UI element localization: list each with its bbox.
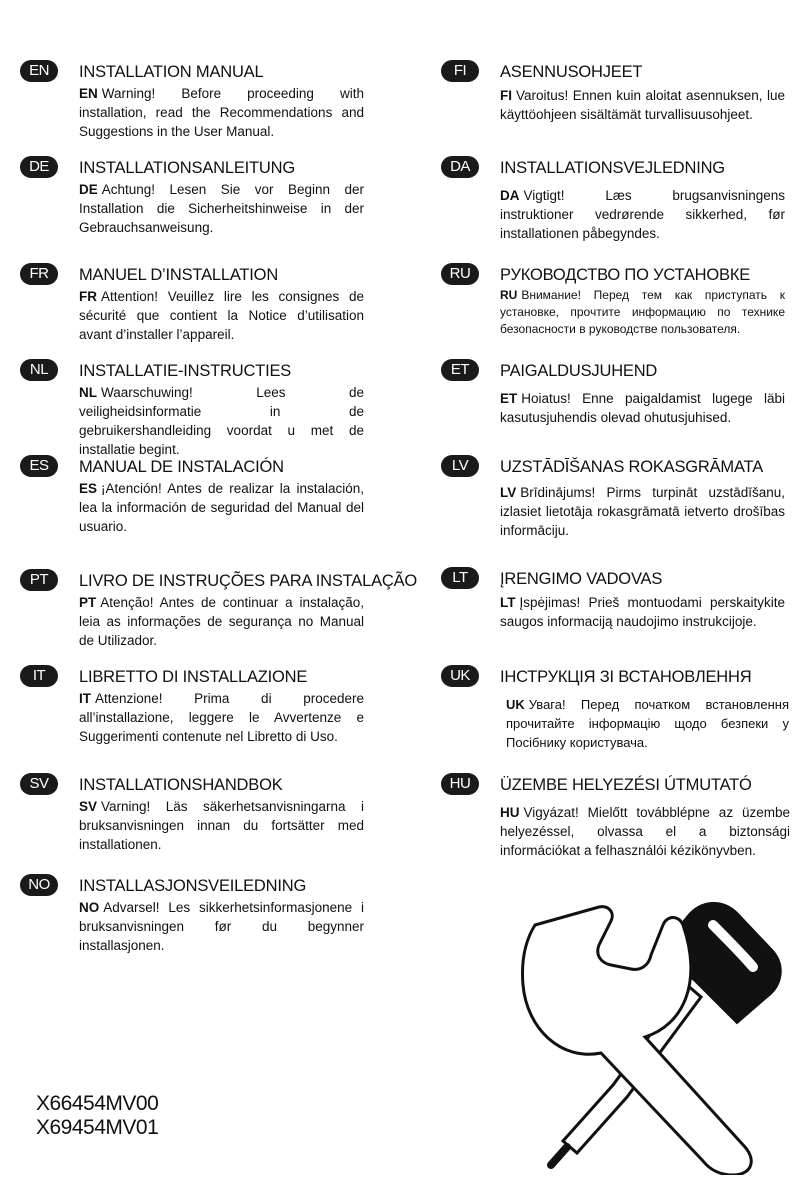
section-title-uk: ІНСТРУКЦІЯ ЗІ ВСТАНОВЛЕННЯ (500, 668, 752, 686)
language-badge-lv: LV (441, 455, 479, 477)
warning-text-sv: Varning! Läs säkerhetsanvisningarna i bruksanvisningen innan du fortsätter med installationen. (79, 799, 364, 852)
section-text-en (79, 84, 364, 141)
language-badge-en: EN (20, 60, 58, 82)
lead-code-es: ES (79, 481, 98, 496)
language-badge-pt: PT (20, 569, 58, 591)
warning-text-fi: Varoitus! Ennen kuin aloitat asennuksen, lue käyttöohjeen sisältämät turvallisuusohjeet. (500, 88, 785, 122)
section-title-de: INSTALLATIONSANLEITUNG (79, 159, 295, 177)
warning-text-es: ¡Atención! Antes de realizar la instalación, lea la información de seguridad del Manual del usuario. (79, 481, 364, 534)
section-title-it: LIBRETTO DI INSTALLAZIONE (79, 668, 308, 686)
section-title-sv: INSTALLATIONSHANDBOK (79, 776, 283, 794)
lead-code-pt: PT (79, 595, 97, 610)
section-text-it (79, 689, 364, 746)
model-numbers (36, 1092, 158, 1140)
language-badge-da: DA (441, 156, 479, 178)
section-text-fi (500, 86, 785, 124)
section-title-nl: INSTALLATIE-INSTRUCTIES (79, 362, 292, 380)
section-title-pt: LIVRO DE INSTRUÇÕES PARA INSTALAÇÃO (79, 572, 418, 590)
language-badge-et: ET (441, 359, 479, 381)
lead-code-sv: SV (79, 799, 98, 814)
warning-text-et: Hoiatus! Enne paigaldamist lugege läbi kasutusjuhendis olevad ohutusjuhised. (500, 391, 785, 425)
section-text-lt (500, 593, 785, 631)
language-badge-hu: HU (441, 773, 479, 795)
wrench-screwdriver-icon (515, 885, 795, 1175)
section-text-ru (500, 287, 785, 338)
section-title-no: INSTALLASJONSVEILEDNING (79, 877, 307, 895)
section-text-et (500, 389, 785, 427)
section-text-lv (500, 483, 785, 540)
section-title-lv: UZSTĀDĪŠANAS ROKASGRĀMATA (500, 458, 764, 476)
language-badge-no: NO (20, 874, 58, 896)
lead-code-fr: FR (79, 289, 97, 304)
section-text-sv (79, 797, 364, 854)
language-badge-uk: UK (441, 665, 479, 687)
warning-text-de: Achtung! Lesen Sie vor Beginn der Installation die Sicherheitshinweise in der Gebrauchsanweisung. (79, 182, 364, 235)
section-title-lt: ĮRENGIMO VADOVAS (500, 570, 663, 588)
lead-code-ru: RU (500, 288, 518, 302)
section-text-uk (506, 695, 789, 752)
lead-code-de: DE (79, 182, 98, 197)
section-title-en: INSTALLATION MANUAL (79, 63, 264, 81)
warning-text-nl: Waarschuwing! Lees de veiligheidsinformatie in de gebruikershandleiding voordat u met de installatie begint. (79, 385, 364, 457)
language-badge-de: DE (20, 156, 58, 178)
language-badge-ru: RU (441, 263, 479, 285)
warning-text-lt: Įspėjimas! Prieš montuodami perskaitykite saugos informaciją naudojimo instrukcijoje. (500, 595, 785, 629)
section-text-hu (500, 803, 790, 860)
section-text-fr (79, 287, 364, 344)
language-badge-nl: NL (20, 359, 58, 381)
section-title-da: INSTALLATIONSVEJLEDNING (500, 159, 725, 177)
lead-code-nl: NL (79, 385, 97, 400)
model-number-1: X66454MV00 (36, 1092, 159, 1115)
lead-code-uk: UK (506, 697, 525, 712)
lead-code-en: EN (79, 86, 98, 101)
section-title-fr: MANUEL D’INSTALLATION (79, 266, 279, 284)
language-badge-lt: LT (441, 567, 479, 589)
warning-text-da: Vigtigt! Læs brugsanvisningens instruktioner vedrørende sikkerhed, før installationen påbegyndes. (500, 188, 785, 241)
warning-text-en: Warning! Before proceeding with installation, read the Recommendations and Suggestions in the User Manual. (79, 86, 364, 139)
lead-code-hu: HU (500, 805, 520, 820)
warning-text-fr: Attention! Veuillez lire les consignes de sécurité que contient la Notice d’utilisation avant d’installer l’appareil. (79, 289, 364, 342)
section-text-no (79, 898, 364, 955)
warning-text-pt: Atenção! Antes de continuar a instalação, leia as informações de segurança no Manual de Utilizador. (79, 595, 364, 648)
language-badge-sv: SV (20, 773, 58, 795)
lead-code-da: DA (500, 188, 520, 203)
warning-text-uk: Увага! Перед початком встановлення прочитайте інформацію щодо безпеки у Посібнику користувача. (506, 697, 789, 750)
section-text-pt (79, 593, 364, 650)
section-title-fi: ASENNUSOHJEET (500, 63, 643, 81)
language-badge-it: IT (20, 665, 58, 687)
language-badge-es: ES (20, 455, 58, 477)
warning-text-hu: Vigyázat! Mielőtt továbblépne az üzembe helyezéssel, olvassa el a biztonsági információkat a felhasználói kézikönyvben. (500, 805, 790, 858)
lead-code-lv: LV (500, 485, 517, 500)
lead-code-no: NO (79, 900, 100, 915)
section-title-es: MANUAL DE INSTALACIÓN (79, 458, 284, 476)
warning-text-it: Attenzione! Prima di procedere all’installazione, leggere le Avvertenze e Suggerimenti contenute nel Libretto di Uso. (79, 691, 364, 744)
section-title-ru: РУКОВОДСТВО ПО УСТАНОВКЕ (500, 266, 751, 284)
section-text-de (79, 180, 364, 237)
section-text-da (500, 186, 785, 243)
warning-text-ru: Внимание! Перед тем как приступать к установке, прочтите информацию по технике безопасности в руководстве пользователя. (500, 288, 785, 336)
section-text-es (79, 479, 364, 536)
section-title-et: PAIGALDUSJUHEND (500, 362, 658, 380)
section-title-hu: ÜZEMBE HELYEZÉSI ÚTMUTATÓ (500, 776, 752, 794)
section-text-nl (79, 383, 364, 459)
lead-code-lt: LT (500, 595, 516, 610)
warning-text-lv: Brīdinājums! Pirms turpināt uzstādīšanu, izlasiet lietotāja rokasgrāmatā ietverto drošības informāciju. (500, 485, 785, 538)
language-badge-fr: FR (20, 263, 58, 285)
model-number-2: X69454MV01 (36, 1116, 159, 1139)
lead-code-it: IT (79, 691, 91, 706)
warning-text-no: Advarsel! Les sikkerhetsinformasjonene i bruksanvisningen før du begynner installasjonen. (79, 900, 364, 953)
lead-code-et: ET (500, 391, 518, 406)
lead-code-fi: FI (500, 88, 512, 103)
language-badge-fi: FI (441, 60, 479, 82)
